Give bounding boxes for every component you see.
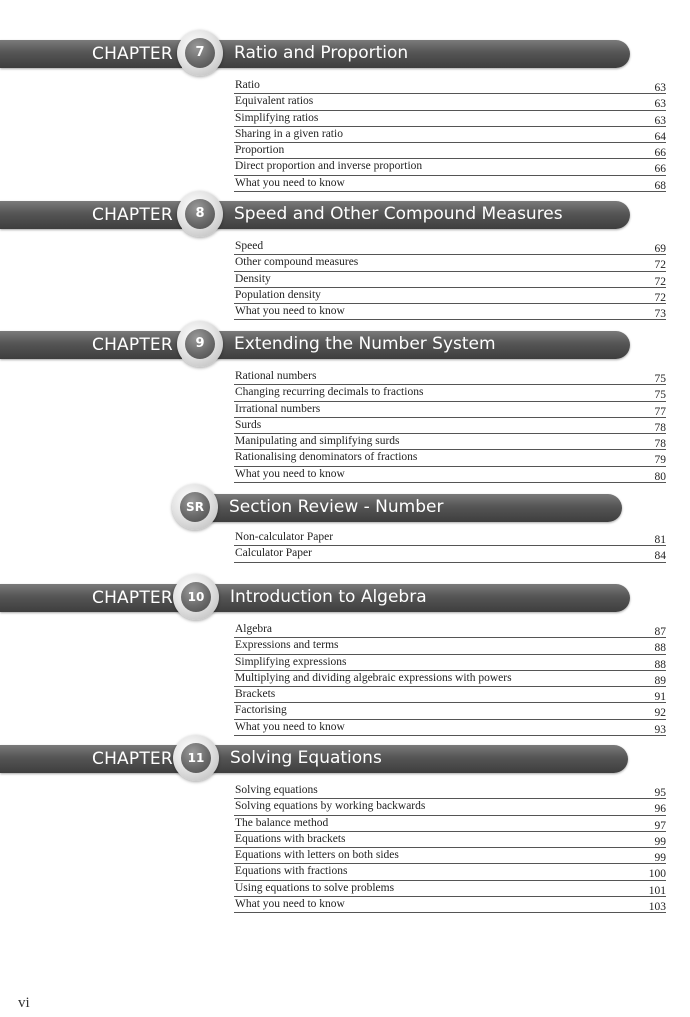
toc-entry[interactable]	[234, 402, 666, 418]
toc-entry-page: 92	[654, 707, 666, 720]
toc-entry[interactable]	[234, 255, 666, 271]
toc-entry[interactable]	[234, 434, 666, 450]
toc-entry-title: Changing recurring decimals to fractions	[235, 386, 424, 399]
toc-entry-title: Solving equations by working backwards	[235, 800, 426, 813]
toc-entry-title: Direct proportion and inverse proportion	[235, 160, 423, 173]
toc-entry-title: What you need to know	[235, 176, 345, 189]
toc-entry[interactable]	[234, 816, 666, 832]
toc-entry-page: 95	[654, 787, 666, 799]
toc-entry-page: 96	[654, 803, 666, 816]
toc-entry[interactable]	[234, 848, 666, 864]
toc-entry-title: Population density	[235, 288, 321, 301]
toc-entry-page: 69	[654, 243, 666, 255]
chapter-title: Section Review - Number	[229, 497, 444, 517]
toc-entry-page: 88	[654, 642, 666, 655]
toc-entry[interactable]	[234, 687, 666, 703]
toc-entry-title: Surds	[235, 418, 262, 431]
toc-entry-page: 73	[654, 308, 666, 321]
toc-entry[interactable]	[234, 111, 666, 127]
chapter-title: Speed and Other Compound Measures	[234, 204, 563, 224]
chapter-contents-list	[234, 369, 666, 483]
toc-entry[interactable]	[234, 622, 666, 638]
chapter-contents-list	[234, 78, 666, 192]
toc-entry-page: 78	[654, 421, 666, 434]
toc-entry-title: Speed	[235, 240, 264, 252]
toc-entry-page: 66	[654, 163, 666, 176]
toc-entry-title: Equivalent ratios	[235, 95, 314, 108]
toc-entry-page: 63	[654, 98, 666, 111]
toc-entry-page: 97	[654, 819, 666, 832]
toc-entry-title: Factorising	[235, 704, 287, 717]
toc-entry-page: 63	[654, 114, 666, 127]
toc-entry[interactable]	[234, 638, 666, 654]
toc-entry-page: 75	[654, 389, 666, 402]
toc-entry-title: Equations with letters on both sides	[235, 849, 399, 862]
toc-entry-title: What you need to know	[235, 898, 345, 911]
chapter-label: CHAPTER	[92, 588, 173, 608]
toc-entry[interactable]	[234, 78, 666, 94]
toc-entry[interactable]	[234, 127, 666, 143]
toc-entry-page: 75	[654, 373, 666, 385]
toc-entry[interactable]	[234, 897, 666, 913]
toc-entry-title: Sharing in a given ratio	[235, 127, 343, 140]
toc-entry-title: Manipulating and simplifying surds	[235, 435, 400, 448]
toc-entry-page: 87	[654, 626, 666, 638]
toc-entry-page: 93	[654, 723, 666, 736]
chapter-contents-list	[234, 239, 666, 320]
chapter-title: Ratio and Proportion	[234, 43, 409, 63]
toc-entry[interactable]	[234, 881, 666, 897]
toc-entry[interactable]	[234, 176, 666, 192]
toc-entry-title: Proportion	[235, 144, 285, 157]
toc-entry[interactable]	[234, 304, 666, 320]
chapter-number-badge	[172, 484, 218, 530]
chapter-number: 7	[185, 38, 215, 68]
toc-entry[interactable]	[234, 655, 666, 671]
chapter-contents-list	[234, 530, 666, 563]
toc-entry-title: Equations with fractions	[235, 865, 348, 878]
toc-entry[interactable]	[234, 546, 666, 562]
toc-entry-page: 84	[654, 550, 666, 563]
toc-entry-title: Irrational numbers	[235, 402, 321, 415]
toc-entry-title: Rationalising denominators of fractions	[235, 451, 418, 464]
toc-entry-title: Using equations to solve problems	[235, 881, 395, 894]
toc-entry[interactable]	[234, 385, 666, 401]
toc-entry-title: Brackets	[235, 688, 276, 701]
toc-entry-page: 66	[654, 147, 666, 160]
chapter-number-badge	[177, 30, 223, 76]
toc-entry-page: 81	[654, 534, 666, 546]
toc-entry-page: 72	[654, 275, 666, 288]
toc-entry-title: Expressions and terms	[235, 639, 339, 652]
toc-entry[interactable]	[234, 94, 666, 110]
chapter-label: CHAPTER	[92, 44, 173, 64]
toc-entry[interactable]	[234, 143, 666, 159]
toc-entry[interactable]	[234, 720, 666, 736]
toc-entry-title: What you need to know	[235, 720, 345, 733]
toc-entry[interactable]	[234, 288, 666, 304]
toc-entry-page: 79	[654, 454, 666, 467]
toc-entry-page: 103	[648, 901, 666, 914]
chapter-contents-list	[234, 783, 666, 913]
chapter-number: 9	[185, 329, 215, 359]
toc-entry[interactable]	[234, 530, 666, 546]
toc-entry-page: 100	[648, 868, 666, 881]
chapter-label: CHAPTER	[92, 205, 173, 225]
page-number: vi	[18, 995, 30, 1011]
toc-entry-page: 99	[654, 852, 666, 865]
toc-entry-page: 80	[654, 470, 666, 483]
toc-entry-title: What you need to know	[235, 305, 345, 318]
toc-entry[interactable]	[234, 369, 666, 385]
toc-entry-title: Other compound measures	[235, 256, 359, 269]
toc-entry[interactable]	[234, 832, 666, 848]
toc-entry-title: The balance method	[235, 816, 329, 829]
toc-entry-title: Calculator Paper	[235, 547, 312, 560]
toc-entry-page: 68	[654, 179, 666, 192]
toc-entry-page: 99	[654, 835, 666, 848]
toc-entry-page: 77	[654, 405, 666, 418]
toc-entry-page: 88	[654, 658, 666, 671]
chapter-number-badge	[173, 735, 219, 781]
toc-entry-page: 72	[654, 291, 666, 304]
toc-entry-title: Ratio	[235, 79, 260, 91]
chapter-contents-list	[234, 622, 666, 736]
toc-entry[interactable]	[234, 418, 666, 434]
toc-entry-page: 64	[654, 130, 666, 143]
chapter-number: SR	[180, 492, 210, 522]
toc-entry[interactable]	[234, 467, 666, 483]
chapter-label: CHAPTER	[92, 749, 173, 769]
toc-entry-page: 63	[654, 82, 666, 94]
chapter-number: 8	[185, 199, 215, 229]
chapter-number: 11	[181, 743, 211, 773]
toc-entry-page: 91	[654, 691, 666, 704]
chapter-number-badge	[177, 191, 223, 237]
toc-entry[interactable]	[234, 703, 666, 719]
chapter-title: Solving Equations	[230, 748, 382, 768]
chapter-number: 10	[181, 582, 211, 612]
toc-entry[interactable]	[234, 239, 666, 255]
toc-entry-page: 72	[654, 259, 666, 272]
toc-entry[interactable]	[234, 864, 666, 880]
toc-entry[interactable]	[234, 450, 666, 466]
chapter-title: Introduction to Algebra	[230, 587, 427, 607]
toc-entry[interactable]	[234, 671, 666, 687]
toc-entry-title: What you need to know	[235, 467, 345, 480]
toc-entry-title: Equations with brackets	[235, 832, 346, 845]
toc-entry[interactable]	[234, 272, 666, 288]
toc-entry-title: Simplifying expressions	[235, 655, 347, 668]
toc-entry-page: 89	[654, 674, 666, 687]
toc-entry-title: Density	[235, 272, 271, 285]
chapter-number-badge	[173, 574, 219, 620]
toc-entry-title: Algebra	[235, 623, 273, 635]
toc-entry[interactable]	[234, 783, 666, 799]
toc-entry-title: Simplifying ratios	[235, 111, 319, 124]
chapter-title: Extending the Number System	[234, 334, 496, 354]
toc-entry-title: Non-calculator Paper	[235, 531, 334, 543]
toc-entry-title: Rational numbers	[235, 370, 317, 382]
toc-entry-title: Multiplying and dividing algebraic expressions with powers	[235, 671, 512, 684]
toc-entry-page: 78	[654, 438, 666, 451]
chapter-number-badge	[177, 321, 223, 367]
toc-entry[interactable]	[234, 159, 666, 175]
toc-entry-title: Solving equations	[235, 784, 318, 796]
toc-entry-page: 101	[648, 884, 666, 897]
chapter-label: CHAPTER	[92, 335, 173, 355]
toc-entry[interactable]	[234, 799, 666, 815]
